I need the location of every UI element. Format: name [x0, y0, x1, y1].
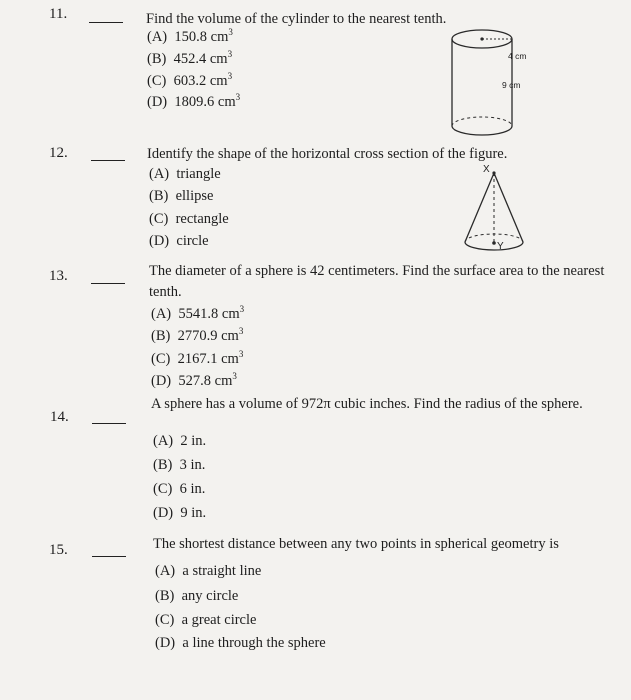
answer-blank[interactable] [91, 160, 125, 161]
answer-blank[interactable] [91, 283, 125, 284]
question-prompt: A sphere has a volume of 972π cubic inches. Find the radius of the sphere. [151, 396, 583, 412]
choice-b: (B) 3 in. [153, 457, 206, 473]
choice-d: (D) circle [149, 233, 209, 249]
choice-b: (B) 452.4 $cm^3$ [147, 49, 233, 67]
choice-d: (D) 9 in. [153, 505, 207, 521]
question-number: 14. [50, 409, 69, 425]
question-prompt-line-1: The diameter of a sphere is 42 centimeters. Find the surface area to the nearest [149, 263, 605, 279]
cylinder-figure [438, 22, 548, 144]
question-prompt: The shortest distance between any two points in spherical geometry is [153, 536, 559, 552]
choice-b: (B) 2770.9 $cm^3$ [151, 326, 244, 344]
apex-label: X [483, 164, 490, 175]
choice-c: (C) rectangle [149, 211, 229, 227]
question-number: 13. [49, 268, 68, 284]
cone-figure [460, 160, 540, 260]
choice-c: (C) a great circle [155, 612, 257, 628]
question-prompt-line-2: tenth. [149, 284, 182, 300]
choice-c: (C) 603.2 $cm^3$ [147, 71, 233, 89]
choice-a: (A) 2 in. [153, 433, 207, 449]
choice-d: (D) a line through the sphere [155, 635, 326, 651]
question-number: 11. [49, 6, 68, 22]
choice-d: (D) 1809.6 $cm^3$ [147, 92, 241, 110]
choice-c: (C) 6 in. [153, 481, 206, 497]
choice-a: (A) 150.8 $cm^3$ [147, 27, 233, 45]
choice-d: (D) 527.8 $cm^3$ [151, 371, 237, 389]
question-prompt: Find the volume of the cylinder to the nearest tenth. [146, 11, 447, 27]
choice-a: (A) a straight line [155, 563, 262, 579]
answer-blank[interactable] [92, 423, 126, 424]
base-center-label: Y [497, 241, 504, 252]
question-prompt: Identify the shape of the horizontal cross section of the figure. [147, 146, 508, 162]
question-number: 15. [49, 542, 68, 558]
choice-a: (A) 5541.8 $cm^3$ [151, 304, 245, 322]
answer-blank[interactable] [89, 22, 123, 23]
answer-blank[interactable] [92, 556, 126, 557]
choice-c: (C) 2167.1 $cm^3$ [151, 349, 244, 367]
question-number: 12. [49, 145, 68, 161]
height-label: 9 cm [502, 80, 521, 90]
choice-b: (B) ellipse [149, 188, 214, 204]
choice-a: (A) triangle [149, 166, 221, 182]
choice-b: (B) any circle [155, 588, 239, 604]
radius-label: 4 cm [508, 51, 527, 61]
